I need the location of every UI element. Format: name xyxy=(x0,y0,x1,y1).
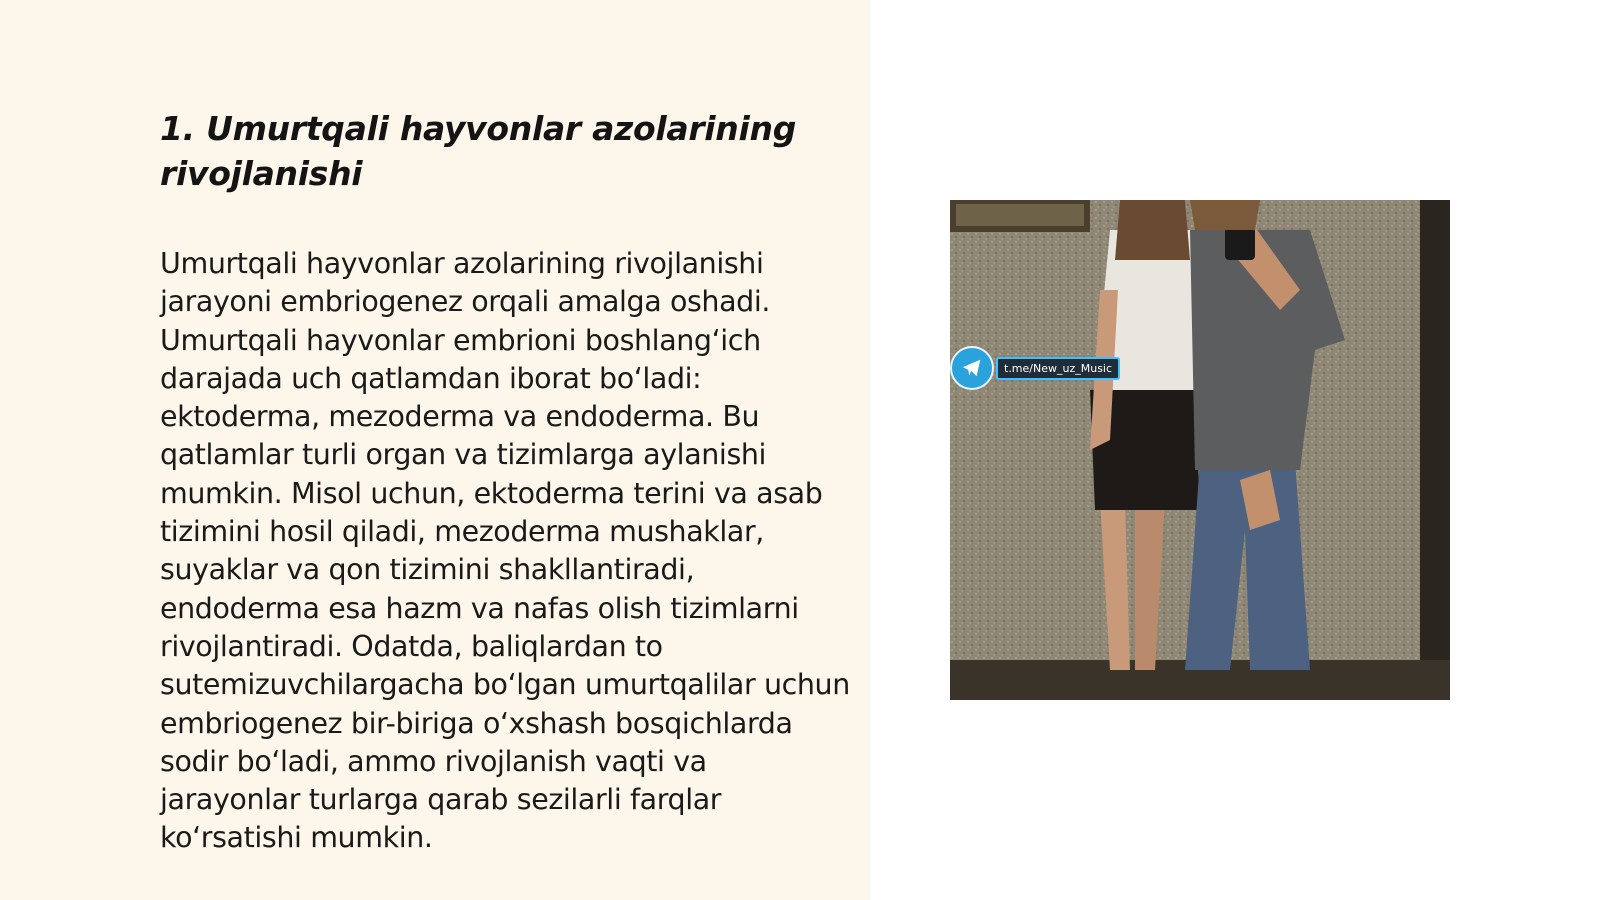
slide-heading: 1. Umurtqali hayvonlar azolarining rivojlanishi xyxy=(160,109,797,193)
couple-photo xyxy=(950,200,1450,700)
telegram-icon xyxy=(950,346,994,390)
slide-body-text: Umurtqali hayvonlar azolarining rivojlanishi jarayoni embriogenez orqali amalga oshadi. Umurtqali hayvonlar embrioni boshlang‘ich darajada uch qatlamdan iborat bo‘ladi: ektoderma, mezoderma va endoderma. Bu qatlamlar turli organ va tizimlarga aylanishi mumkin. Misol uchun, ektoderma terini va asab tizimini hosil qiladi, mezoderma mushaklar, suyaklar va qon tizimini shakllantiradi, endoderma esa hazm va nafas olish tizimlarni rivojlantiradi. Odatda, baliqlardan to sutemizuvchilargacha bo‘lgan umurtqalilar uchun embriogenez bir-biriga o‘xshash bosqichlarda sodir bo‘ladi, ammo rivojlanish vaqti va jarayonlar turlarga qarab sezilarli farqlar ko‘rsatishi mumkin. xyxy=(160,247,850,855)
telegram-watermark xyxy=(950,346,1120,390)
photo-illustration xyxy=(950,200,1450,700)
telegram-watermark-text: t.me/New_uz_Music xyxy=(996,357,1120,380)
